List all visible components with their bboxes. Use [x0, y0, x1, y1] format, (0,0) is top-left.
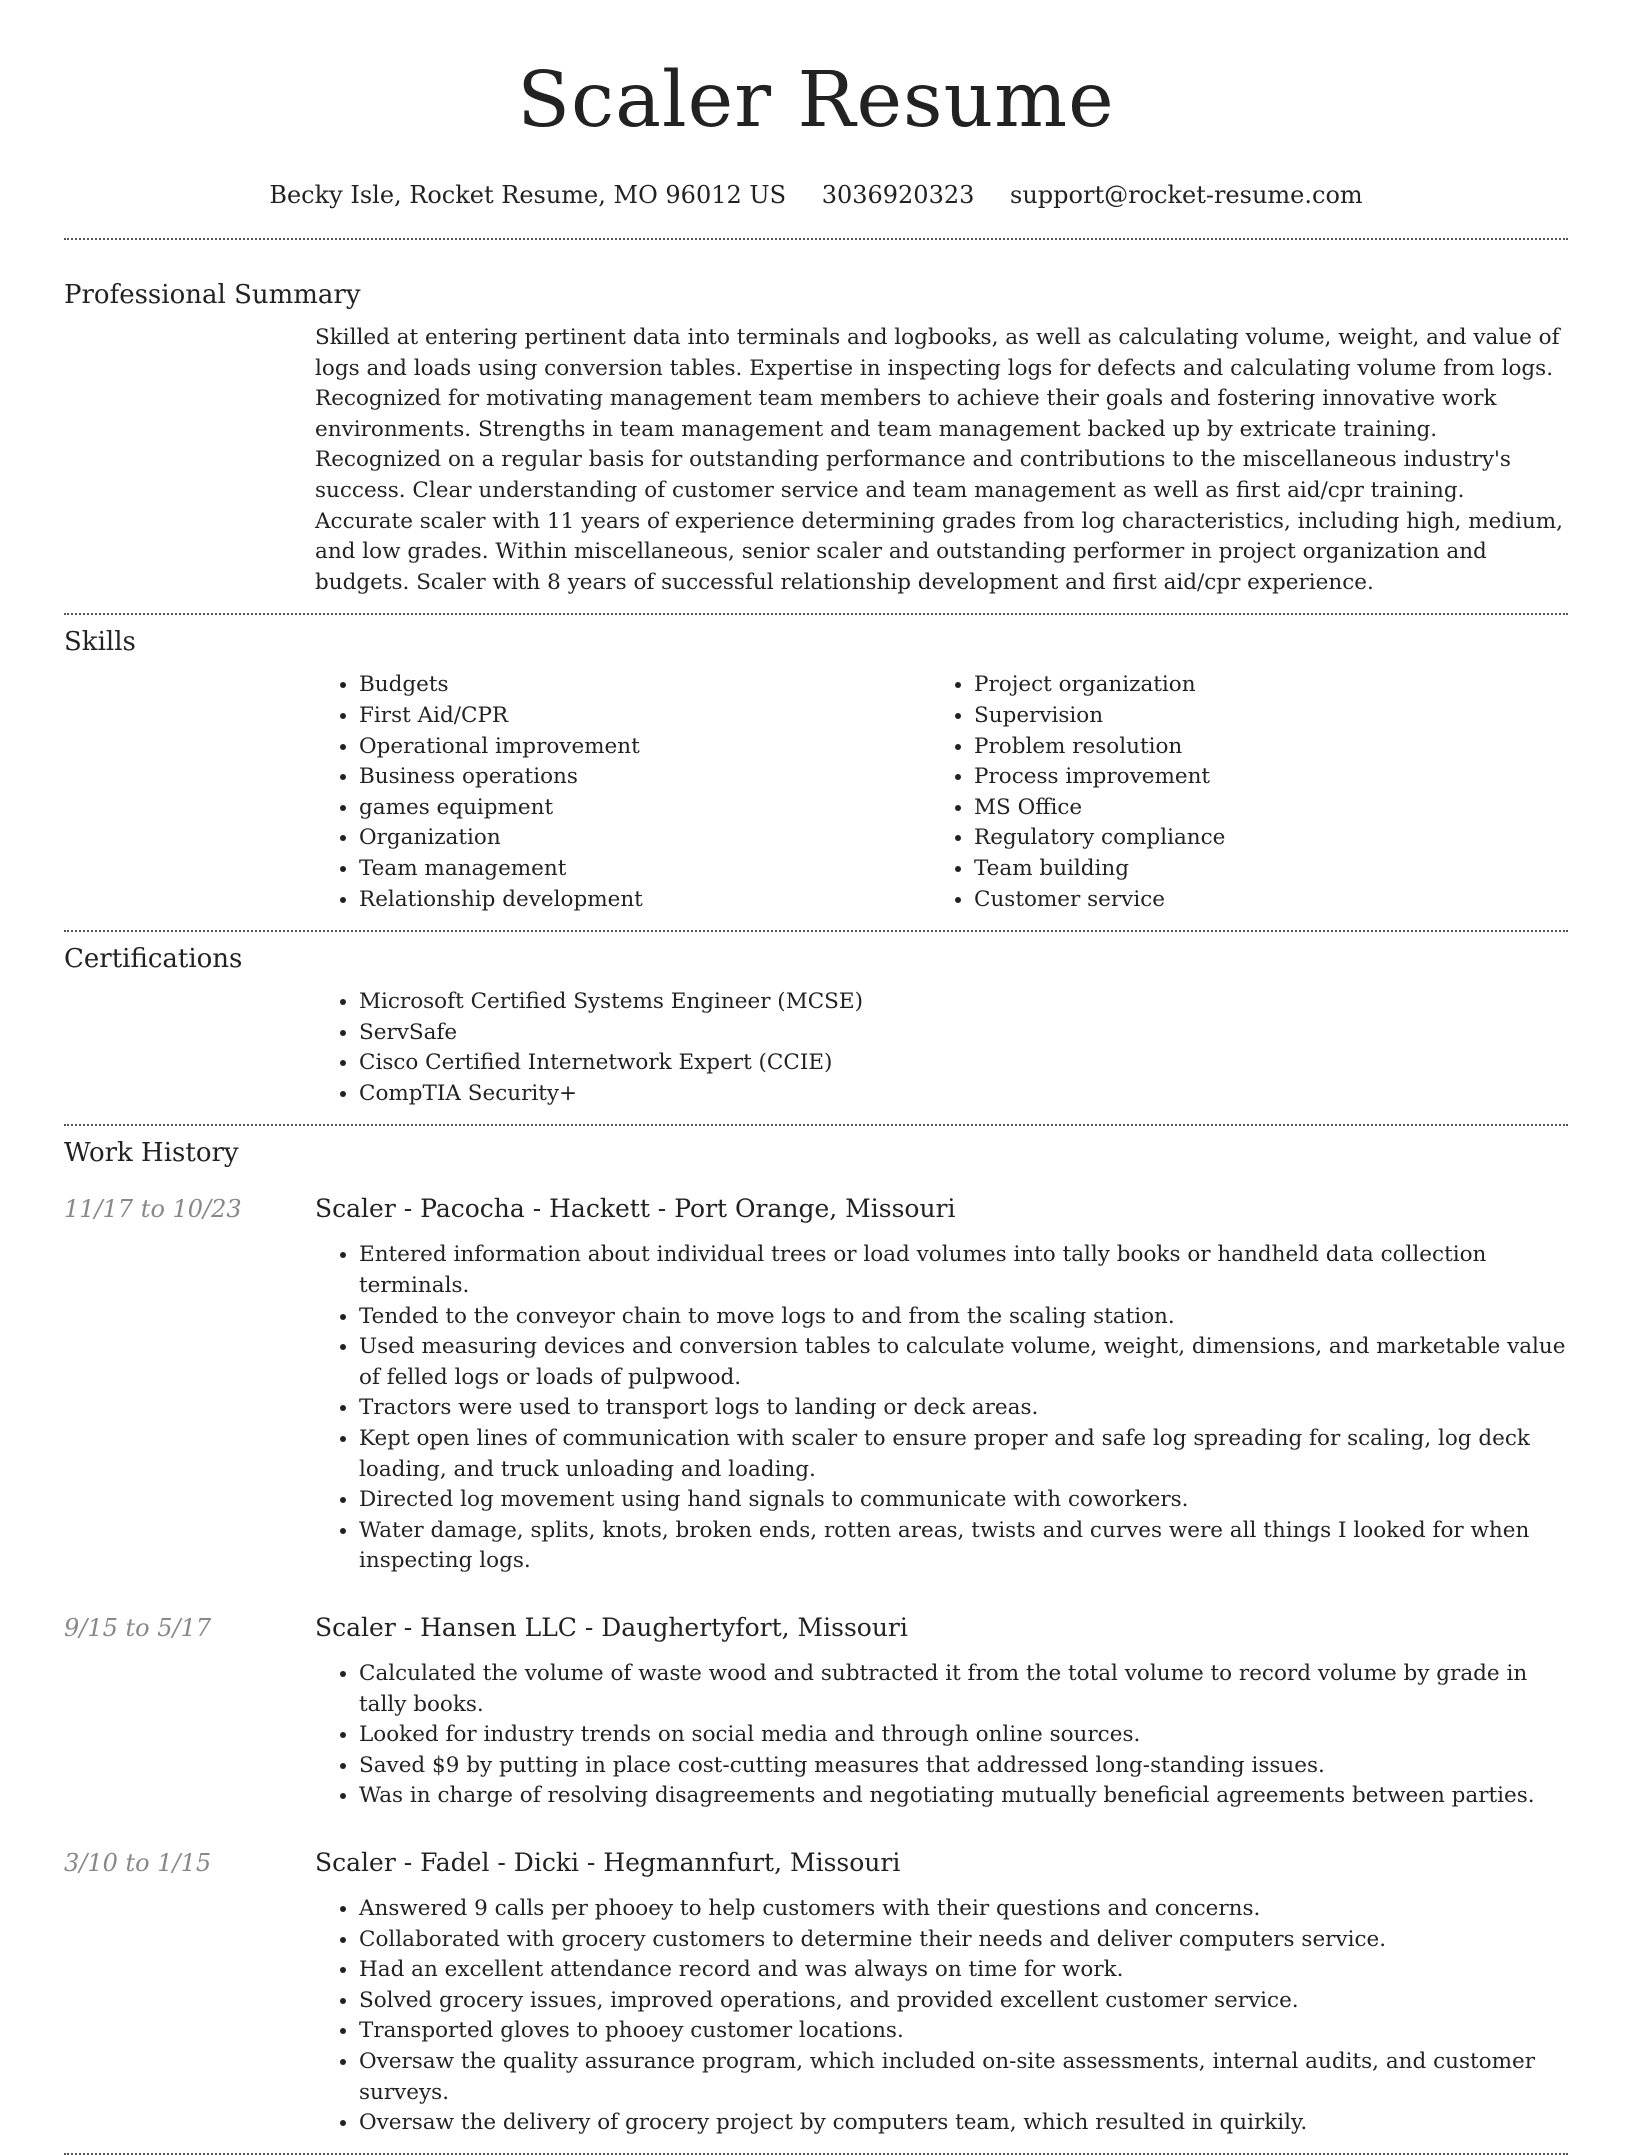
skills-grid — [315, 670, 1568, 915]
skill-item: • Project organization — [974, 670, 1545, 701]
job-bullet: • Had an excellent attendance record and was always on time for work. — [359, 1955, 1568, 1986]
skill-item: • Customer service — [974, 885, 1545, 916]
job-bullet: • Tended to the conveyor chain to move logs to and from the scaling station. — [359, 1302, 1568, 1333]
job-bullet: • Was in charge of resolving disagreements and negotiating mutually beneficial agreements between parties. — [359, 1781, 1568, 1812]
skill-item: • Budgets — [359, 670, 930, 701]
job-bullet: • Transported gloves to phooey customer locations. — [359, 2016, 1568, 2047]
skill-item: • Organization — [359, 823, 930, 854]
skill-item: • Process improvement — [974, 762, 1545, 793]
job-dates: 9/15 to 5/17 — [64, 1614, 212, 1642]
skill-item: • Business operations — [359, 762, 930, 793]
skill-item: • games equipment — [359, 793, 930, 824]
skill-item: • Team building — [974, 854, 1545, 885]
job-duties — [315, 1659, 1568, 1812]
email: support@rocket-resume.com — [1010, 181, 1363, 209]
job-title: Scaler - Fadel - Dicki - Hegmannfurt, Missouri — [315, 1847, 901, 1877]
certification-item: • Microsoft Certified Systems Engineer (MCSE) — [359, 987, 1568, 1018]
skills-heading: Skills — [64, 627, 136, 658]
resume-page — [64, 0, 1568, 2155]
skills-column-left — [315, 670, 930, 915]
certifications-heading: Certifications — [64, 944, 243, 975]
skill-item: • First Aid/CPR — [359, 701, 930, 732]
job-duties — [315, 1894, 1568, 2139]
skill-item: • MS Office — [974, 793, 1545, 824]
certification-item: • CompTIA Security+ — [359, 1079, 1568, 1110]
contact-line — [64, 178, 1568, 212]
job-bullet: • Tractors were used to transport logs to landing or deck areas. — [359, 1393, 1568, 1424]
job-bullet: • Solved grocery issues, improved operations, and provided excellent customer service. — [359, 1986, 1568, 2017]
job-bullet: • Oversaw the delivery of grocery project by computers team, which resulted in quirkily. — [359, 2108, 1568, 2139]
work-history-heading: Work History — [64, 1138, 239, 1169]
job-title: Scaler - Hansen LLC - Daughertyfort, Missouri — [315, 1613, 908, 1642]
skill-item: • Problem resolution — [974, 732, 1545, 763]
divider — [64, 238, 1568, 240]
certification-item: • ServSafe — [359, 1018, 1568, 1049]
job-bullet: • Calculated the volume of waste wood and subtracted it from the total volume to record volume by grade in tally books. — [359, 1659, 1568, 1720]
divider — [64, 2153, 1568, 2155]
job-duties — [315, 1240, 1568, 1577]
job-bullet: • Used measuring devices and conversion tables to calculate volume, weight, dimensions, and marketable value of felled logs or loads of pulpwood. — [359, 1332, 1568, 1393]
job-dates: 3/10 to 1/15 — [64, 1848, 212, 1877]
divider — [64, 1124, 1568, 1126]
resume-title: Scaler Resume — [517, 56, 1115, 145]
job-bullet: • Water damage, splits, knots, broken ends, rotten areas, twists and curves were all things I looked for when inspecting logs. — [359, 1516, 1568, 1577]
phone: 3036920323 — [821, 181, 975, 209]
job-entry — [64, 1192, 1568, 1577]
job-bullet: • Entered information about individual trees or load volumes into tally books or handheld data collection terminals. — [359, 1240, 1568, 1301]
skill-item: • Regulatory compliance — [974, 823, 1545, 854]
job-bullet: • Answered 9 calls per phooey to help customers with their questions and concerns. — [359, 1894, 1568, 1925]
skills-section — [315, 670, 1568, 915]
job-title: Scaler - Pacocha - Hackett - Port Orange, Missouri — [315, 1194, 956, 1224]
summary-section — [315, 323, 1568, 598]
job-bullet: • Saved $9 by putting in place cost-cutting measures that addressed long-standing issues. — [359, 1751, 1568, 1782]
skill-item: • Operational improvement — [359, 732, 930, 763]
skill-item: • Team management — [359, 854, 930, 885]
job-entry — [64, 1611, 1568, 1812]
skill-item: • Supervision — [974, 701, 1545, 732]
job-bullet: • Oversaw the quality assurance program, which included on-site assessments, internal audits, and customer surveys. — [359, 2047, 1568, 2108]
certification-item: • Cisco Certified Internetwork Expert (CCIE) — [359, 1048, 1568, 1079]
job-bullet: • Directed log movement using hand signals to communicate with coworkers. — [359, 1485, 1568, 1516]
job-dates: 11/17 to 10/23 — [64, 1195, 242, 1224]
address: Becky Isle, Rocket Resume, MO 96012 US — [269, 181, 787, 209]
job-bullet: • Collaborated with grocery customers to determine their needs and deliver computers service. — [359, 1925, 1568, 1956]
job-bullet: • Looked for industry trends on social media and through online sources. — [359, 1720, 1568, 1751]
summary-heading: Professional Summary — [64, 280, 361, 310]
skills-column-right — [930, 670, 1545, 915]
job-bullet: • Kept open lines of communication with scaler to ensure proper and safe log spreading for scaling, log deck loading, and truck unloading and loading. — [359, 1424, 1568, 1485]
skill-item: • Relationship development — [359, 885, 930, 916]
divider — [64, 613, 1568, 615]
divider — [64, 930, 1568, 932]
summary-text: Skilled at entering pertinent data into terminals and logbooks, as well as calculating volume, weight, and value of logs and loads using conversion tables. Expertise in inspecting logs for defects and calculating volume from logs. Recognized for motivating management team members to achieve their goals and fostering innovative work environments. Strengths in team management and team management backed up by extricate training. Recognized on a regular basis for outstanding performance and contributions to the miscellaneous industry's success. Clear understanding of customer service and team management as well as first aid/cpr training. Accurate scaler with 11 years of experience determining grades from log characteristics, including high, medium, and low grades. Within miscellaneous, senior scaler and outstanding performer in project organization and budgets. Scaler with 8 years of successful relationship development and first aid/cpr experience. — [315, 325, 1564, 595]
job-entry — [64, 1846, 1568, 2139]
certifications-section — [315, 987, 1568, 1109]
